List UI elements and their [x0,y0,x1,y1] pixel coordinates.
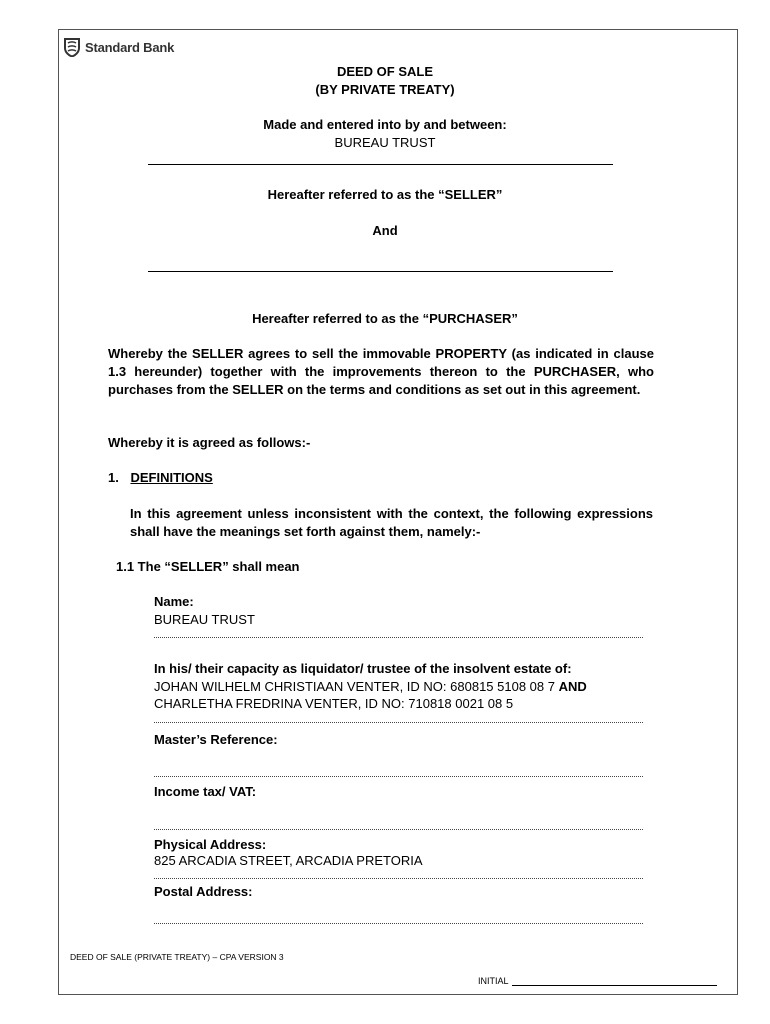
capacity-label: In his/ their capacity as liquidator/ trustee of the insolvent estate of: [154,661,572,676]
document-subtitle: (BY PRIVATE TREATY) [315,82,455,97]
capacity-and: AND [558,679,587,694]
and-label: And [372,223,398,238]
dotted-fill-line [154,923,643,924]
capacity-line-1 [154,679,587,694]
seller-signature-line [148,164,613,165]
masters-reference-label: Master’s Reference: [154,732,278,747]
postal-address-label: Postal Address: [154,884,253,899]
document-title: DEED OF SALE [336,64,434,79]
seller-name-value: BUREAU TRUST [154,612,255,627]
income-tax-label: Income tax/ VAT: [154,784,257,799]
agreed-as-follows: Whereby it is agreed as follows:- [108,435,311,450]
footer-version: DEED OF SALE (PRIVATE TREATY) – CPA VERSION 3 [70,952,284,962]
seller-name-label: Name: [154,594,194,609]
physical-address-label: Physical Address: [154,837,267,852]
section-title: DEFINITIONS [130,470,213,485]
dotted-fill-line [154,829,643,830]
whereby-paragraph: Whereby the SELLER agrees to sell the immovable PROPERTY (as indicated in clause 1.3 hereunder) together with the improvements thereon to the PURCHASER, who purchases from the SELLER on the terms and conditions as set out in this agreement. [108,346,654,397]
dotted-fill-line [154,637,643,638]
capacity-line-2: CHARLETHA FREDRINA VENTER, ID NO: 710818 0021 08 5 [154,696,514,711]
dotted-fill-line [154,722,643,723]
definitions-intro: In this agreement unless inconsistent with the context, the following expressions shall have the meanings set forth against them, namely:- [130,506,653,539]
dotted-fill-line [154,776,643,777]
capacity-person-1: JOHAN WILHELM CHRISTIAAN VENTER, ID NO: 680815 5108 08 7 [154,679,555,694]
initial-label: INITIAL [478,976,509,986]
parties-intro: Made and entered into by and between: [263,117,507,132]
dotted-fill-line [154,878,643,879]
brand-name: Standard Bank [85,40,175,55]
clause-1-1: 1.1 The “SELLER” shall mean [116,559,300,574]
seller-party-name: BUREAU TRUST [334,135,436,150]
section-number: 1. [108,470,119,485]
purchaser-signature-line [148,271,613,272]
shield-icon [64,38,80,57]
purchaser-reference: Hereafter referred to as the “PURCHASER” [252,311,518,326]
standard-bank-logo [64,38,174,57]
initial-line [512,985,717,986]
seller-reference: Hereafter referred to as the “SELLER” [267,187,503,202]
physical-address-value: 825 ARCADIA STREET, ARCADIA PRETORIA [154,853,423,868]
definitions-heading [108,470,213,485]
